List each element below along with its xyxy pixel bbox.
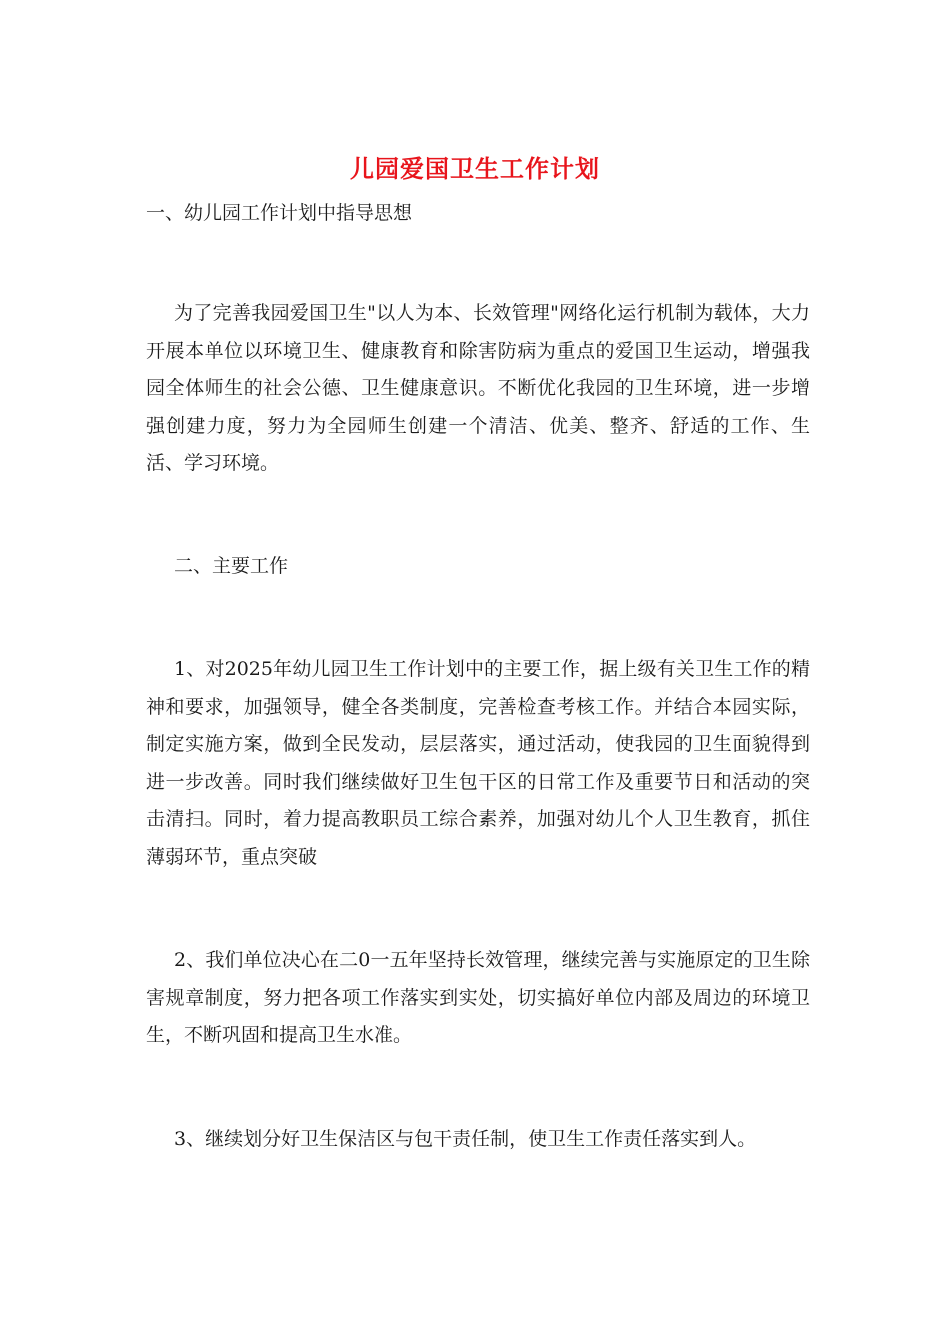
section-heading-guiding-ideology: 一、幼儿园工作计划中指导思想 — [146, 202, 413, 224]
document-title: 儿园爱国卫生工作计划 — [350, 155, 600, 183]
section-heading-main-work: 二、主要工作 — [174, 555, 289, 577]
list-item: 3、继续划分好卫生保洁区与包干责任制，使卫生工作责任落实到人。 — [174, 1128, 757, 1150]
list-item: 2、我们单位决心在二0一五年坚持长效管理，继续完善与实施原定的卫生除害规章制度，努力把各项工作落实到实处，切实搞好单位内部及周边的环境卫生，不断巩固和提高卫生水准。 — [146, 949, 810, 1047]
paragraph-guiding-ideology: 为了完善我园爱国卫生"以人为本、长效管理"网络化运行机制为载体，大力开展本单位以环境卫生、健康教育和除害防病为重点的爱国卫生运动，增强我园全体师生的社会公德、卫生健康意识。不断优化我园的卫生环境，进一步增强创建力度，努力为全园师生创建一个清洁、优美、整齐、舒适的工作、生活、学习环境。 — [146, 302, 810, 475]
list-item: 1、对2025年幼儿园卫生工作计划中的主要工作，据上级有关卫生工作的精神和要求，加强领导，健全各类制度，完善检查考核工作。并结合本园实际，制定实施方案，做到全民发动，层层落实，通过活动，使我园的卫生面貌得到进一步改善。同时我们继续做好卫生包干区的日常工作及重要节日和活动的突击清扫。同时，着力提高教职员工综合素养，加强对幼儿个人卫生教育，抓住薄弱环节，重点突破 — [146, 658, 810, 868]
